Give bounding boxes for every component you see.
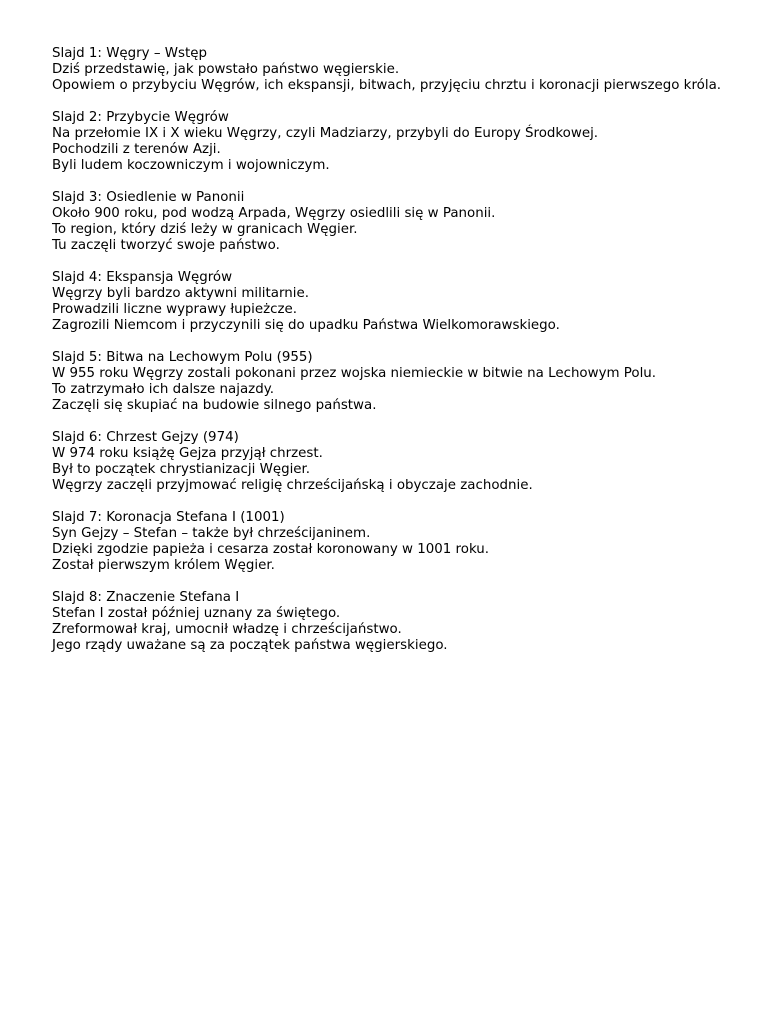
slide-line: To region, który dziś leży w granicach Węgier.	[52, 222, 358, 237]
slide-line: Zagrozili Niemcom i przyczynili się do upadku Państwa Wielkomorawskiego.	[52, 318, 560, 333]
slide-line: Dziś przedstawię, jak powstało państwo węgierskie.	[52, 62, 400, 77]
slide-section-8	[52, 590, 764, 654]
document-page	[52, 46, 764, 670]
slide-line: Około 900 roku, pod wodzą Arpada, Węgrzy osiedlili się w Panonii.	[52, 206, 496, 221]
slide-title: Slajd 3: Osiedlenie w Panonii	[52, 190, 245, 205]
slide-line: Zreformował kraj, umocnił władzę i chrześcijaństwo.	[52, 622, 402, 637]
slide-title: Slajd 5: Bitwa na Lechowym Polu (955)	[52, 350, 313, 365]
slide-section-2	[52, 110, 764, 174]
slide-line: Prowadzili liczne wyprawy łupieżcze.	[52, 302, 298, 317]
slide-line: To zatrzymało ich dalsze najazdy.	[52, 382, 274, 397]
slide-title: Slajd 1: Węgry – Wstęp	[52, 46, 208, 61]
slide-section-6	[52, 430, 764, 494]
slide-line: Węgrzy byli bardzo aktywni militarnie.	[52, 286, 309, 301]
slide-line: W 955 roku Węgrzy zostali pokonani przez wojska niemieckie w bitwie na Lechowym Polu.	[52, 366, 657, 381]
slide-line: W 974 roku książę Gejza przyjął chrzest.	[52, 446, 323, 461]
slide-line: Opowiem o przybyciu Węgrów, ich ekspansji, bitwach, przyjęciu chrztu i koronacji pierwszego króla.	[52, 78, 722, 93]
slide-section-7	[52, 510, 764, 574]
slide-line: Dzięki zgodzie papieża i cesarza został koronowany w 1001 roku.	[52, 542, 490, 557]
slide-title: Slajd 6: Chrzest Gejzy (974)	[52, 430, 239, 445]
slide-line: Syn Gejzy – Stefan – także był chrześcijaninem.	[52, 526, 371, 541]
slide-line: Tu zaczęli tworzyć swoje państwo.	[52, 238, 280, 253]
slide-line: Pochodzili z terenów Azji.	[52, 142, 221, 157]
slide-line: Na przełomie IX i X wieku Węgrzy, czyli Madziarzy, przybyli do Europy Środkowej.	[52, 126, 599, 141]
slide-section-1	[52, 46, 764, 94]
slide-line: Byli ludem koczowniczym i wojowniczym.	[52, 158, 330, 173]
slide-line: Zaczęli się skupiać na budowie silnego państwa.	[52, 398, 377, 413]
slide-section-3	[52, 190, 764, 254]
slide-line: Węgrzy zaczęli przyjmować religię chrześcijańską i obyczaje zachodnie.	[52, 478, 533, 493]
slide-title: Slajd 8: Znaczenie Stefana I	[52, 590, 240, 605]
slide-title: Slajd 2: Przybycie Węgrów	[52, 110, 229, 125]
slide-line: Został pierwszym królem Węgier.	[52, 558, 275, 573]
slide-title: Slajd 7: Koronacja Stefana I (1001)	[52, 510, 285, 525]
slide-section-5	[52, 350, 764, 414]
slide-title: Slajd 4: Ekspansja Węgrów	[52, 270, 233, 285]
slide-line: Jego rządy uważane są za początek państwa węgierskiego.	[52, 638, 448, 653]
slide-line: Był to początek chrystianizacji Węgier.	[52, 462, 311, 477]
slide-line: Stefan I został później uznany za świętego.	[52, 606, 341, 621]
slide-section-4	[52, 270, 764, 334]
